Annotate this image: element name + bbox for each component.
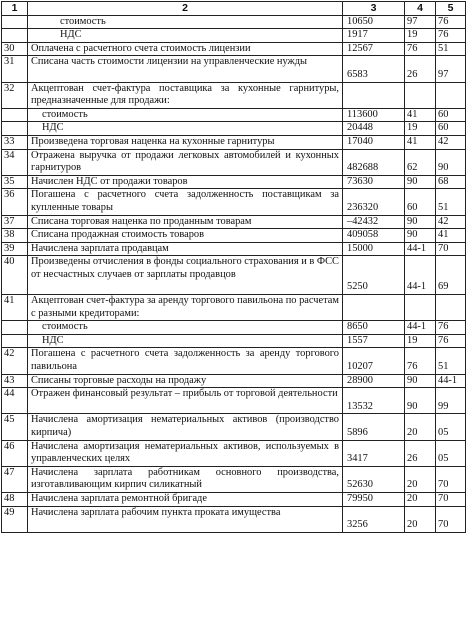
table-row (2, 56, 466, 82)
amount: 13532 (343, 388, 405, 414)
operation-description: НДС (28, 122, 343, 136)
operation-description: Списана продажная стоимость товаров (28, 229, 343, 243)
row-number: 49 (2, 506, 28, 532)
table-row (2, 321, 466, 335)
debit-account: 20 (405, 506, 436, 532)
operation-description: Акцептован счет-фактура поставщика за кухонные гарнитуры, предназначенные для продажи: (28, 82, 343, 108)
row-number: 41 (2, 295, 28, 321)
credit-account: 76 (436, 29, 466, 43)
amount: 20448 (343, 122, 405, 136)
debit-account: 26 (405, 440, 436, 466)
debit-account: 44-1 (405, 256, 436, 295)
table-row (2, 334, 466, 348)
credit-account: 97 (436, 56, 466, 82)
credit-account: 05 (436, 414, 466, 440)
operation-description: стоимость (28, 321, 343, 335)
row-number: 38 (2, 229, 28, 243)
header-col-2: 2 (28, 2, 343, 16)
table-row (2, 440, 466, 466)
amount: 10207 (343, 348, 405, 374)
operation-description: Начислена зарплата продавцам (28, 242, 343, 256)
table-row (2, 15, 466, 29)
operation-description: Акцептован счет-фактура за аренду торгового павильона по расчетам с разными кредиторами: (28, 295, 343, 321)
amount: 5896 (343, 414, 405, 440)
row-number: 45 (2, 414, 28, 440)
amount: 8650 (343, 321, 405, 335)
row-number: 48 (2, 492, 28, 506)
operation-description: Начислена зарплата ремонтной бригаде (28, 492, 343, 506)
table-row (2, 414, 466, 440)
table-row (2, 149, 466, 175)
amount: 3256 (343, 506, 405, 532)
row-number: 47 (2, 466, 28, 492)
header-col-4: 4 (405, 2, 436, 16)
amount: 1557 (343, 334, 405, 348)
amount (343, 295, 405, 321)
operation-description: Списана часть стоимости лицензии на управленческие нужды (28, 56, 343, 82)
operation-description: Списаны торговые расходы на продажу (28, 374, 343, 388)
operation-description: Начислена амортизация нематериальных активов (производство кирпича) (28, 414, 343, 440)
table-row (2, 215, 466, 229)
operation-description: стоимость (28, 15, 343, 29)
amount: 1917 (343, 29, 405, 43)
credit-account (436, 295, 466, 321)
operation-description: Начислен НДС от продажи товаров (28, 175, 343, 189)
table-row (2, 108, 466, 122)
operation-description: Начислена зарплата рабочим пункта проката имущества (28, 506, 343, 532)
debit-account: 41 (405, 108, 436, 122)
operation-description: Начислена амортизация нематериальных активов, используемых в управленческих целях (28, 440, 343, 466)
debit-account: 90 (405, 374, 436, 388)
credit-account: 44-1 (436, 374, 466, 388)
debit-account: 90 (405, 388, 436, 414)
debit-account: 19 (405, 334, 436, 348)
amount: 3417 (343, 440, 405, 466)
debit-account: 62 (405, 149, 436, 175)
debit-account: 60 (405, 189, 436, 215)
amount: 17040 (343, 135, 405, 149)
row-number: 43 (2, 374, 28, 388)
operation-description: Списана торговая наценка по проданным товарам (28, 215, 343, 229)
table-row (2, 388, 466, 414)
credit-account (436, 82, 466, 108)
row-number (2, 29, 28, 43)
row-number (2, 15, 28, 29)
credit-account: 51 (436, 189, 466, 215)
operation-description: Отражена выручка от продажи легковых автомобилей и кухонных гарнитуров (28, 149, 343, 175)
table-row (2, 295, 466, 321)
amount: 15000 (343, 242, 405, 256)
row-number: 46 (2, 440, 28, 466)
credit-account: 51 (436, 348, 466, 374)
row-number (2, 321, 28, 335)
table-row (2, 189, 466, 215)
row-number: 40 (2, 256, 28, 295)
header-row (2, 2, 466, 16)
row-number: 33 (2, 135, 28, 149)
amount: 113600 (343, 108, 405, 122)
amount (343, 82, 405, 108)
debit-account: 97 (405, 15, 436, 29)
row-number: 30 (2, 42, 28, 56)
row-number: 35 (2, 175, 28, 189)
amount: 236320 (343, 189, 405, 215)
amount: 12567 (343, 42, 405, 56)
credit-account: 76 (436, 15, 466, 29)
debit-account: 44-1 (405, 321, 436, 335)
debit-account: 20 (405, 466, 436, 492)
credit-account: 69 (436, 256, 466, 295)
journal-table-container (1, 1, 465, 533)
table-row (2, 122, 466, 136)
table-row (2, 506, 466, 532)
header-col-1: 1 (2, 2, 28, 16)
debit-account: 44-1 (405, 242, 436, 256)
operation-description: Погашена с расчетного счета задолженность за аренду торгового павильона (28, 348, 343, 374)
amount: 73630 (343, 175, 405, 189)
debit-account: 26 (405, 56, 436, 82)
debit-account: 19 (405, 122, 436, 136)
amount: 482688 (343, 149, 405, 175)
debit-account: 90 (405, 175, 436, 189)
row-number: 32 (2, 82, 28, 108)
row-number: 34 (2, 149, 28, 175)
credit-account: 42 (436, 135, 466, 149)
debit-account: 19 (405, 29, 436, 43)
amount: –42432 (343, 215, 405, 229)
amount: 409058 (343, 229, 405, 243)
table-row (2, 242, 466, 256)
credit-account: 90 (436, 149, 466, 175)
credit-account: 68 (436, 175, 466, 189)
table-row (2, 29, 466, 43)
header-col-3: 3 (343, 2, 405, 16)
amount: 79950 (343, 492, 405, 506)
row-number: 39 (2, 242, 28, 256)
row-number: 37 (2, 215, 28, 229)
operation-description: стоимость (28, 108, 343, 122)
credit-account: 60 (436, 108, 466, 122)
amount: 52630 (343, 466, 405, 492)
debit-account: 20 (405, 414, 436, 440)
operation-description: Начислена зарплата работникам основного производства, изготавливающим кирпич силикатный (28, 466, 343, 492)
operation-description: Произведена торговая наценка на кухонные гарнитуры (28, 135, 343, 149)
amount: 10650 (343, 15, 405, 29)
table-row (2, 175, 466, 189)
row-number: 36 (2, 189, 28, 215)
debit-account: 76 (405, 348, 436, 374)
debit-account (405, 295, 436, 321)
amount: 6583 (343, 56, 405, 82)
amount: 28900 (343, 374, 405, 388)
operation-description: Произведены отчисления в фонды социального страхования и в ФСС от несчастных случаев от зарплаты продавцов (28, 256, 343, 295)
row-number (2, 334, 28, 348)
table-row (2, 42, 466, 56)
credit-account: 05 (436, 440, 466, 466)
table-row (2, 135, 466, 149)
credit-account: 42 (436, 215, 466, 229)
debit-account: 20 (405, 492, 436, 506)
row-number: 31 (2, 56, 28, 82)
debit-account: 41 (405, 135, 436, 149)
debit-account (405, 82, 436, 108)
operation-description: Отражен финансовый результат – прибыль от торговой деятельности (28, 388, 343, 414)
table-row (2, 492, 466, 506)
credit-account: 51 (436, 42, 466, 56)
debit-account: 90 (405, 229, 436, 243)
row-number (2, 122, 28, 136)
row-number: 42 (2, 348, 28, 374)
credit-account: 99 (436, 388, 466, 414)
credit-account: 41 (436, 229, 466, 243)
credit-account: 60 (436, 122, 466, 136)
row-number (2, 108, 28, 122)
journal-body (2, 15, 466, 532)
credit-account: 76 (436, 321, 466, 335)
debit-account: 90 (405, 215, 436, 229)
operation-description: НДС (28, 334, 343, 348)
table-row (2, 466, 466, 492)
operation-description: Погашена с расчетного счета задолженность поставщикам за купленные товары (28, 189, 343, 215)
table-row (2, 348, 466, 374)
row-number: 44 (2, 388, 28, 414)
table-row (2, 229, 466, 243)
debit-account: 76 (405, 42, 436, 56)
credit-account: 70 (436, 466, 466, 492)
operation-description: Оплачена с расчетного счета стоимость лицензии (28, 42, 343, 56)
credit-account: 76 (436, 334, 466, 348)
table-row (2, 256, 466, 295)
accounting-journal-table (1, 1, 466, 533)
credit-account: 70 (436, 492, 466, 506)
amount: 5250 (343, 256, 405, 295)
credit-account: 70 (436, 506, 466, 532)
header-col-5: 5 (436, 2, 466, 16)
table-row (2, 82, 466, 108)
table-row (2, 374, 466, 388)
credit-account: 70 (436, 242, 466, 256)
operation-description: НДС (28, 29, 343, 43)
